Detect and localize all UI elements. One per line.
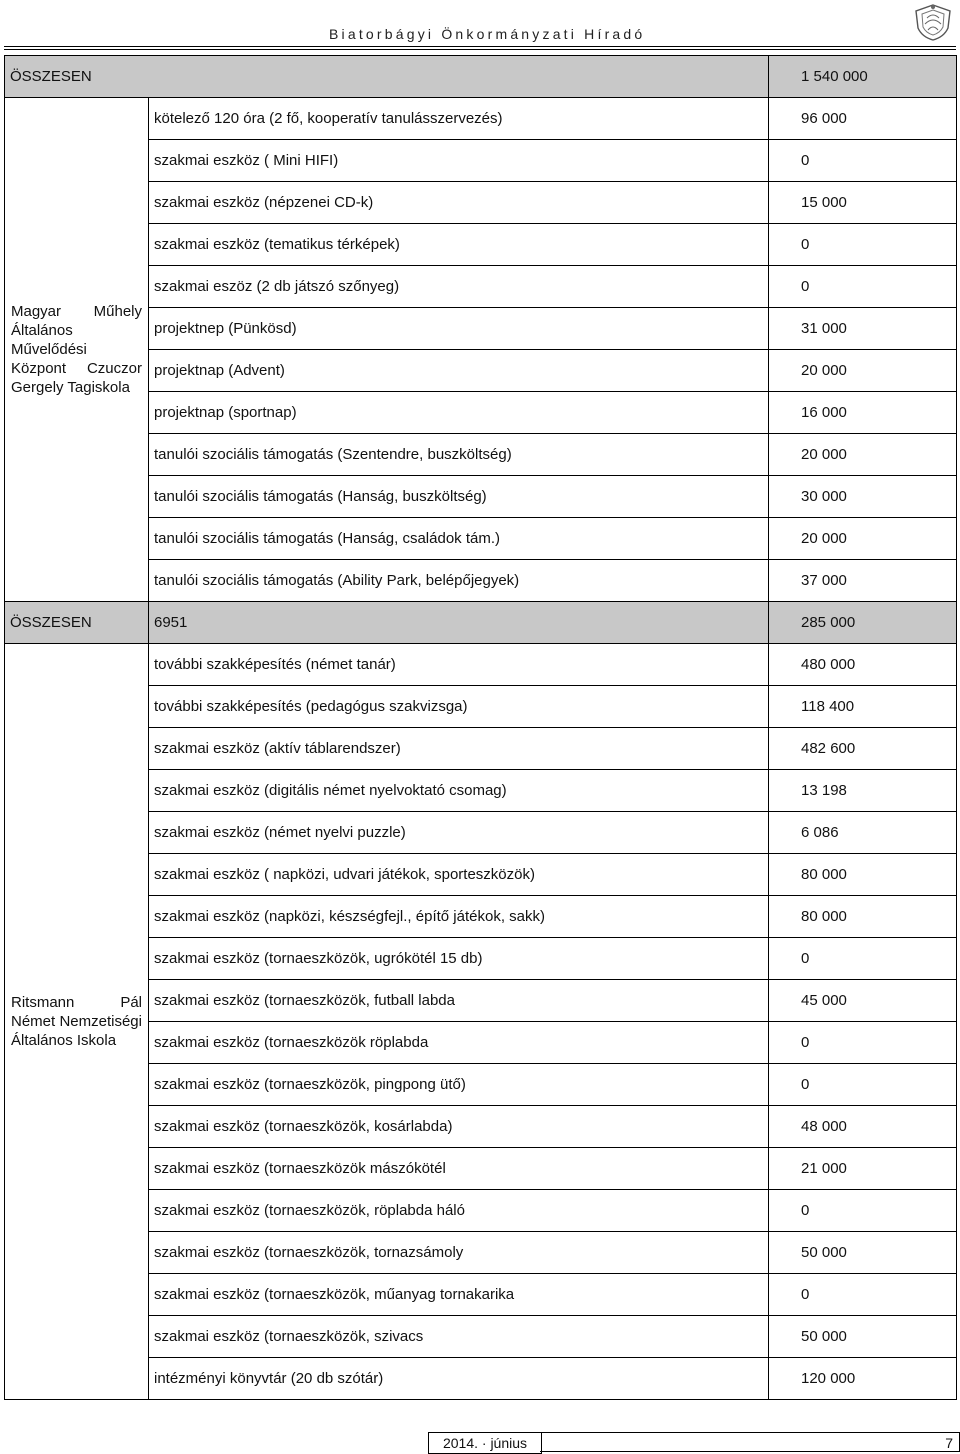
school-name: Ritsmann Pál Német Nemzetiségi Általános Iskola (5, 644, 149, 1400)
item-amount: 118 400 (769, 686, 957, 728)
table-row (5, 98, 957, 140)
item-name: szakmai eszköz ( Mini HIFI) (149, 140, 769, 182)
item-name: tanulói szociális támogatás (Hanság, családok tám.) (149, 518, 769, 560)
item-amount: 0 (769, 1190, 957, 1232)
item-amount: 0 (769, 266, 957, 308)
item-amount: 6 086 (769, 812, 957, 854)
item-name: projektnep (Pünkösd) (149, 308, 769, 350)
item-name: szakmai eszköz (tornaeszközök, műanyag tornakarika (149, 1274, 769, 1316)
item-name: szakmai eszköz (tematikus térképek) (149, 224, 769, 266)
total-amount: 1 540 000 (769, 56, 957, 98)
item-amount: 37 000 (769, 560, 957, 602)
item-name: szakmai eszköz (tornaeszközök mászókötél (149, 1148, 769, 1190)
item-amount: 13 198 (769, 770, 957, 812)
item-amount: 48 000 (769, 1106, 957, 1148)
item-name: intézményi könyvtár (20 db szótár) (149, 1358, 769, 1400)
item-name: szakmai eszköz (tornaeszközök, szivacs (149, 1316, 769, 1358)
item-amount: 480 000 (769, 644, 957, 686)
item-name: szakmai eszköz (tornaeszközök, tornazsámoly (149, 1232, 769, 1274)
item-amount: 0 (769, 1022, 957, 1064)
item-amount: 20 000 (769, 350, 957, 392)
item-amount: 482 600 (769, 728, 957, 770)
item-amount: 96 000 (769, 98, 957, 140)
item-amount: 80 000 (769, 896, 957, 938)
item-name: szakmai eszköz (tornaeszközök, kosárlabda) (149, 1106, 769, 1148)
item-amount: 45 000 (769, 980, 957, 1022)
item-amount: 31 000 (769, 308, 957, 350)
total-label: ÖSSZESEN (5, 56, 769, 98)
school-name: Magyar Műhely Általános Művelődési Központ Czuczor Gergely Tagiskola (5, 98, 149, 602)
total-label: ÖSSZESEN (5, 602, 149, 644)
total-amount: 285 000 (769, 602, 957, 644)
item-name: szakmai eszköz (német nyelvi puzzle) (149, 812, 769, 854)
item-amount: 20 000 (769, 518, 957, 560)
item-name: szakmai eszköz (tornaeszközök, ugrókötél 15 db) (149, 938, 769, 980)
item-amount: 0 (769, 224, 957, 266)
item-amount: 16 000 (769, 392, 957, 434)
item-name: projektnap (Advent) (149, 350, 769, 392)
newsletter-title: Biatorbágyi Önkormányzati Híradó (329, 26, 646, 42)
item-name: szakmai eszköz (tornaeszközök röplabda (149, 1022, 769, 1064)
item-name: további szakképesítés (német tanár) (149, 644, 769, 686)
item-amount: 15 000 (769, 182, 957, 224)
item-amount: 0 (769, 1274, 957, 1316)
item-name: tanulói szociális támogatás (Hanság, buszköltség) (149, 476, 769, 518)
municipal-crest-icon (910, 2, 956, 42)
table-row (5, 644, 957, 686)
item-amount: 120 000 (769, 1358, 957, 1400)
item-name: szakmai eszköz (tornaeszközök, futball labda (149, 980, 769, 1022)
item-amount: 50 000 (769, 1316, 957, 1358)
item-amount: 21 000 (769, 1148, 957, 1190)
item-name: szakmai eszköz (népzenei CD-k) (149, 182, 769, 224)
budget-table (4, 55, 957, 1400)
item-amount: 0 (769, 140, 957, 182)
item-name: szakmai eszköz (tornaeszközök, röplabda háló (149, 1190, 769, 1232)
item-name: projektnap (sportnap) (149, 392, 769, 434)
item-name: további szakképesítés (pedagógus szakvizsga) (149, 686, 769, 728)
total-code: 6951 (149, 602, 769, 644)
item-amount: 80 000 (769, 854, 957, 896)
item-amount: 0 (769, 1064, 957, 1106)
item-name: szakmai eszöz (2 db játszó szőnyeg) (149, 266, 769, 308)
item-amount: 50 000 (769, 1232, 957, 1274)
footer-date: 2014. · június (428, 1432, 542, 1454)
item-name: tanulói szociális támogatás (Szentendre, buszköltség) (149, 434, 769, 476)
header-rule (4, 46, 956, 50)
item-name: tanulói szociális támogatás (Ability Park, belépőjegyek) (149, 560, 769, 602)
item-name: szakmai eszköz ( napközi, udvari játékok, sporteszközök) (149, 854, 769, 896)
total-row (5, 56, 957, 98)
item-name: szakmai eszköz (tornaeszközök, pingpong ütő) (149, 1064, 769, 1106)
item-amount: 20 000 (769, 434, 957, 476)
page-number: 7 (540, 1432, 960, 1452)
item-name: kötelező 120 óra (2 fő, kooperatív tanulásszervezés) (149, 98, 769, 140)
item-name: szakmai eszköz (aktív táblarendszer) (149, 728, 769, 770)
item-amount: 30 000 (769, 476, 957, 518)
item-name: szakmai eszköz (digitális német nyelvoktató csomag) (149, 770, 769, 812)
item-name: szakmai eszköz (napközi, készségfejl., építő játékok, sakk) (149, 896, 769, 938)
total-row (5, 602, 957, 644)
item-amount: 0 (769, 938, 957, 980)
